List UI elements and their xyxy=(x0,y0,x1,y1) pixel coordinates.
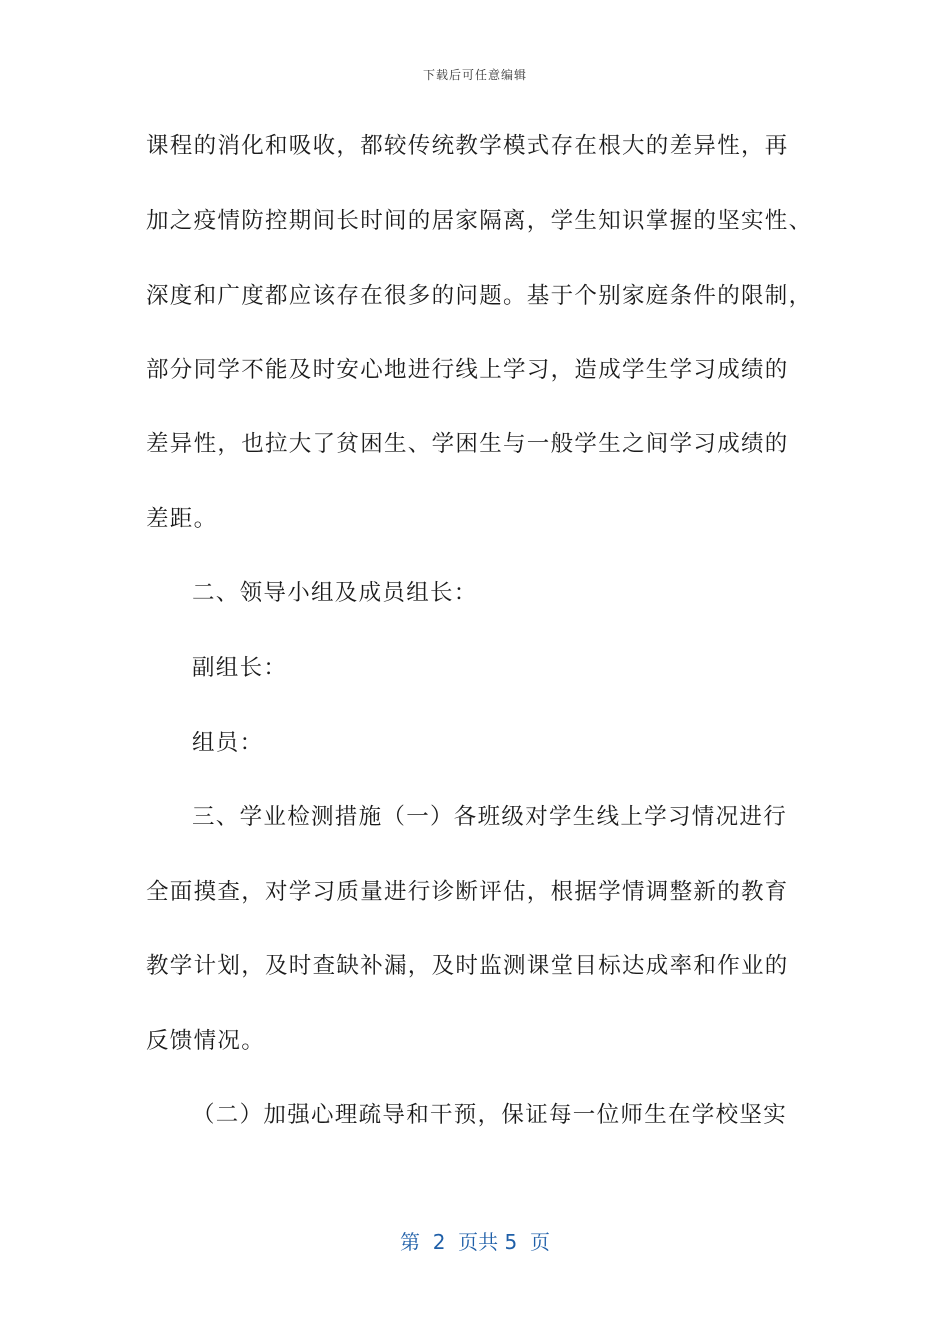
paragraph-line: 部分同学不能及时安心地进行线上学习，造成学生学习成绩的 xyxy=(146,357,789,383)
paragraph-line: 课程的消化和吸收，都较传统教学模式存在根大的差异性，再 xyxy=(146,133,789,159)
paragraph-line: 反馈情况。 xyxy=(146,1028,266,1054)
section-heading: 二、领导小组及成员组长： xyxy=(192,580,478,606)
page-number: 第 2 页共 5 页 xyxy=(400,1230,550,1254)
section-heading: 三、学业检测措施（一）各班级对学生线上学习情况进行 xyxy=(192,804,788,830)
paragraph-line: 组员： xyxy=(192,730,264,756)
header-note: 下载后可任意编辑 xyxy=(422,68,527,82)
paragraph-line: 副组长： xyxy=(192,655,288,681)
paragraph-line: 深度和广度都应该存在很多的问题。基于个别家庭条件的限制， xyxy=(146,283,813,309)
paragraph-line: 差距。 xyxy=(146,506,218,532)
paragraph-line: （二）加强心理疏导和干预，保证每一位师生在学校坚实 xyxy=(192,1102,788,1128)
paragraph-line: 教学计划，及时查缺补漏，及时监测课堂目标达成率和作业的 xyxy=(146,953,789,979)
paragraph-line: 差异性，也拉大了贫困生、学困生与一般学生之间学习成绩的 xyxy=(146,431,789,457)
paragraph-line: 全面摸查，对学习质量进行诊断评估，根据学情调整新的教育 xyxy=(146,879,789,905)
paragraph-line: 加之疫情防控期间长时间的居家隔离，学生知识掌握的坚实性、 xyxy=(146,208,813,234)
